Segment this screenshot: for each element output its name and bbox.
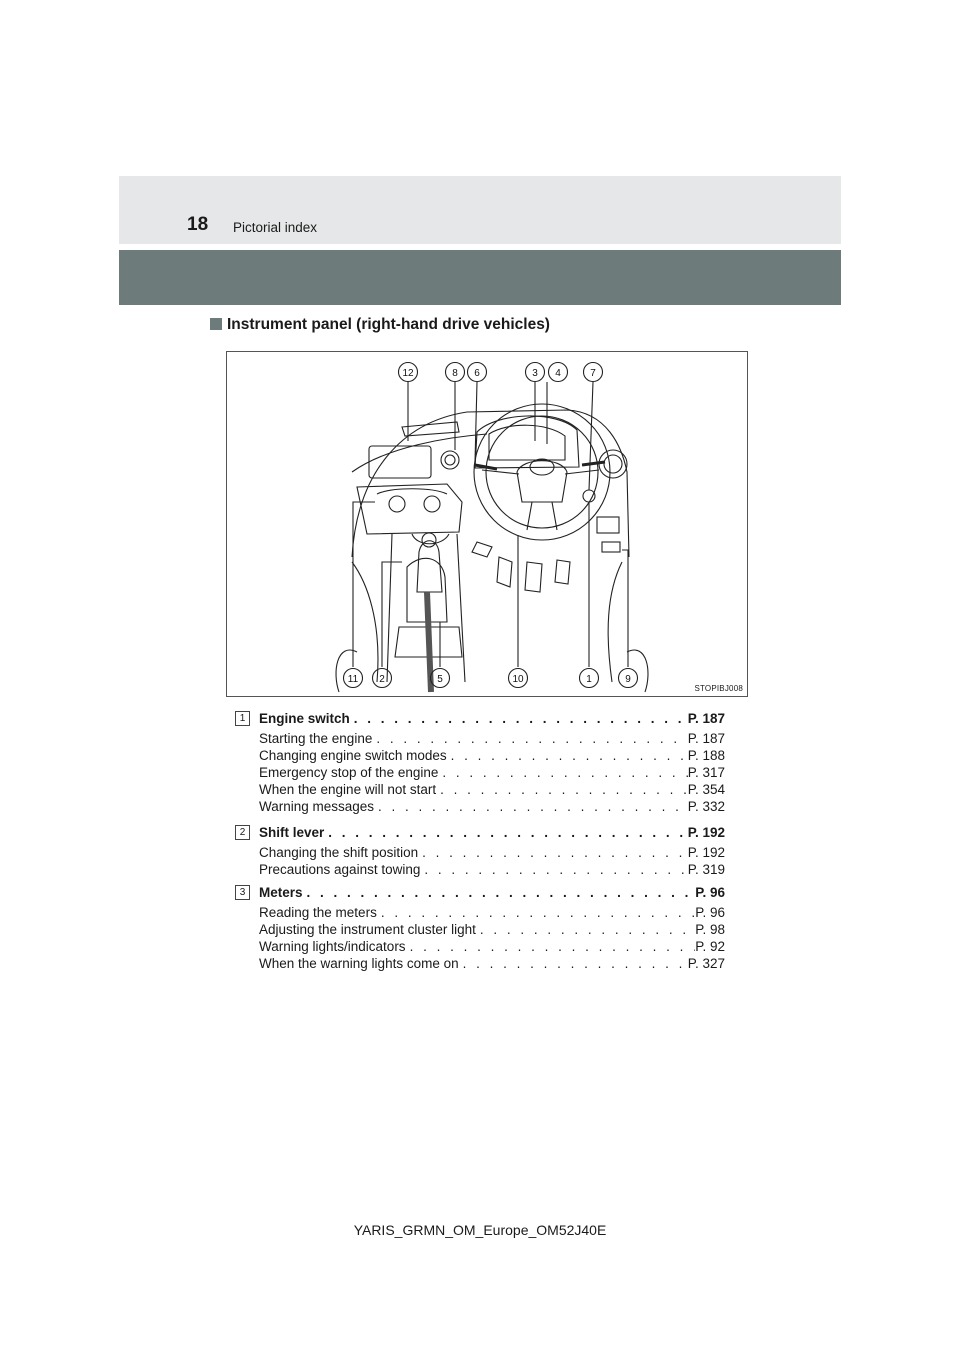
sub-entry-label: Warning messages	[259, 799, 375, 814]
section-title: Instrument panel (right-hand drive vehicles)	[227, 316, 550, 333]
sub-entry-page: P. 96	[695, 905, 725, 920]
leader-dots	[303, 885, 696, 900]
leader-dots	[374, 799, 688, 814]
sub-entry-page: P. 188	[687, 748, 725, 763]
sub-entry	[259, 765, 725, 780]
callout-label: 5	[437, 674, 443, 685]
sub-entry-page: P. 317	[687, 765, 725, 780]
sub-entry-label: Starting the engine	[259, 731, 373, 746]
square-bullet-icon	[210, 318, 222, 330]
entry-title: Engine switch	[259, 711, 350, 726]
leader-dots	[350, 711, 688, 726]
callouts-top	[399, 363, 603, 382]
entry-page: P. 187	[687, 711, 725, 726]
leader-dots	[436, 782, 688, 797]
sub-entry-label: Changing the shift position	[259, 845, 419, 860]
sub-entry-label: Emergency stop of the engine	[259, 765, 439, 780]
entry-heading	[259, 885, 725, 900]
callout-label: 6	[474, 368, 480, 379]
callout-label: 10	[512, 674, 524, 685]
sub-entry-page: P. 187	[687, 731, 725, 746]
callout-label: 11	[347, 674, 359, 685]
callout-label: 12	[402, 368, 414, 379]
leader-dots	[406, 939, 696, 954]
sub-entry-label: Reading the meters	[259, 905, 377, 920]
entry-heading	[259, 711, 725, 726]
sub-entry-page: P. 332	[687, 799, 725, 814]
header-bar	[119, 176, 841, 244]
entry-page: P. 192	[687, 825, 725, 840]
sub-entry-page: P. 92	[695, 939, 725, 954]
callout-label: 8	[452, 368, 458, 379]
sub-entry	[259, 799, 725, 814]
page-title: Pictorial index	[233, 220, 318, 235]
sub-entry-label: Changing engine switch modes	[259, 748, 447, 763]
instrument-panel-illustration	[226, 351, 748, 697]
sub-entry-page: P. 98	[695, 922, 725, 937]
figure-code: STOPIBJ008	[694, 684, 743, 693]
sub-entry-label: Adjusting the instrument cluster light	[259, 922, 476, 937]
leader-dots	[372, 731, 687, 746]
leader-dots	[447, 748, 688, 763]
sub-entry	[259, 956, 725, 971]
sub-entry-page: P. 192	[687, 845, 725, 860]
sub-entry	[259, 782, 725, 797]
entry-heading	[259, 825, 725, 840]
sub-entry-label: Precautions against towing	[259, 862, 421, 877]
sub-entry	[259, 845, 725, 860]
leader-dots	[438, 765, 687, 780]
callout-label: 9	[625, 674, 631, 685]
leader-dots	[459, 956, 688, 971]
sub-entry	[259, 939, 725, 954]
section-heading	[210, 316, 550, 334]
callout-label: 7	[590, 368, 596, 379]
callout-label: 1	[586, 674, 592, 685]
dashboard-drawing	[227, 352, 749, 698]
header-band	[119, 250, 841, 305]
entry-number-badge: 3	[235, 885, 250, 900]
callout-label: 3	[532, 368, 538, 379]
sub-entry	[259, 922, 725, 937]
sub-entry-label: Warning lights/indicators	[259, 939, 406, 954]
sub-entry-page: P. 354	[687, 782, 725, 797]
document-footer: YARIS_GRMN_OM_Europe_OM52J40E	[353, 1222, 607, 1238]
entry-page: P. 96	[695, 885, 725, 900]
sub-entry-label: When the engine will not start	[259, 782, 437, 797]
leader-dots	[324, 825, 687, 840]
callout-label: 2	[379, 674, 385, 685]
sub-entry	[259, 731, 725, 746]
sub-entry-label: When the warning lights come on	[259, 956, 459, 971]
entry-title: Shift lever	[259, 825, 325, 840]
entry-number-badge: 1	[235, 711, 250, 726]
leader-dots	[476, 922, 695, 937]
entry-number-badge: 2	[235, 825, 250, 840]
sub-entry	[259, 905, 725, 920]
leader-dots	[377, 905, 695, 920]
sub-entry-page: P. 319	[687, 862, 725, 877]
sub-entry	[259, 862, 725, 877]
callout-label: 4	[555, 368, 561, 379]
entry-title: Meters	[259, 885, 303, 900]
sub-entry	[259, 748, 725, 763]
leader-dots	[418, 845, 688, 860]
leader-dots	[420, 862, 687, 877]
page-number: 18	[187, 214, 209, 235]
sub-entry-page: P. 327	[687, 956, 725, 971]
